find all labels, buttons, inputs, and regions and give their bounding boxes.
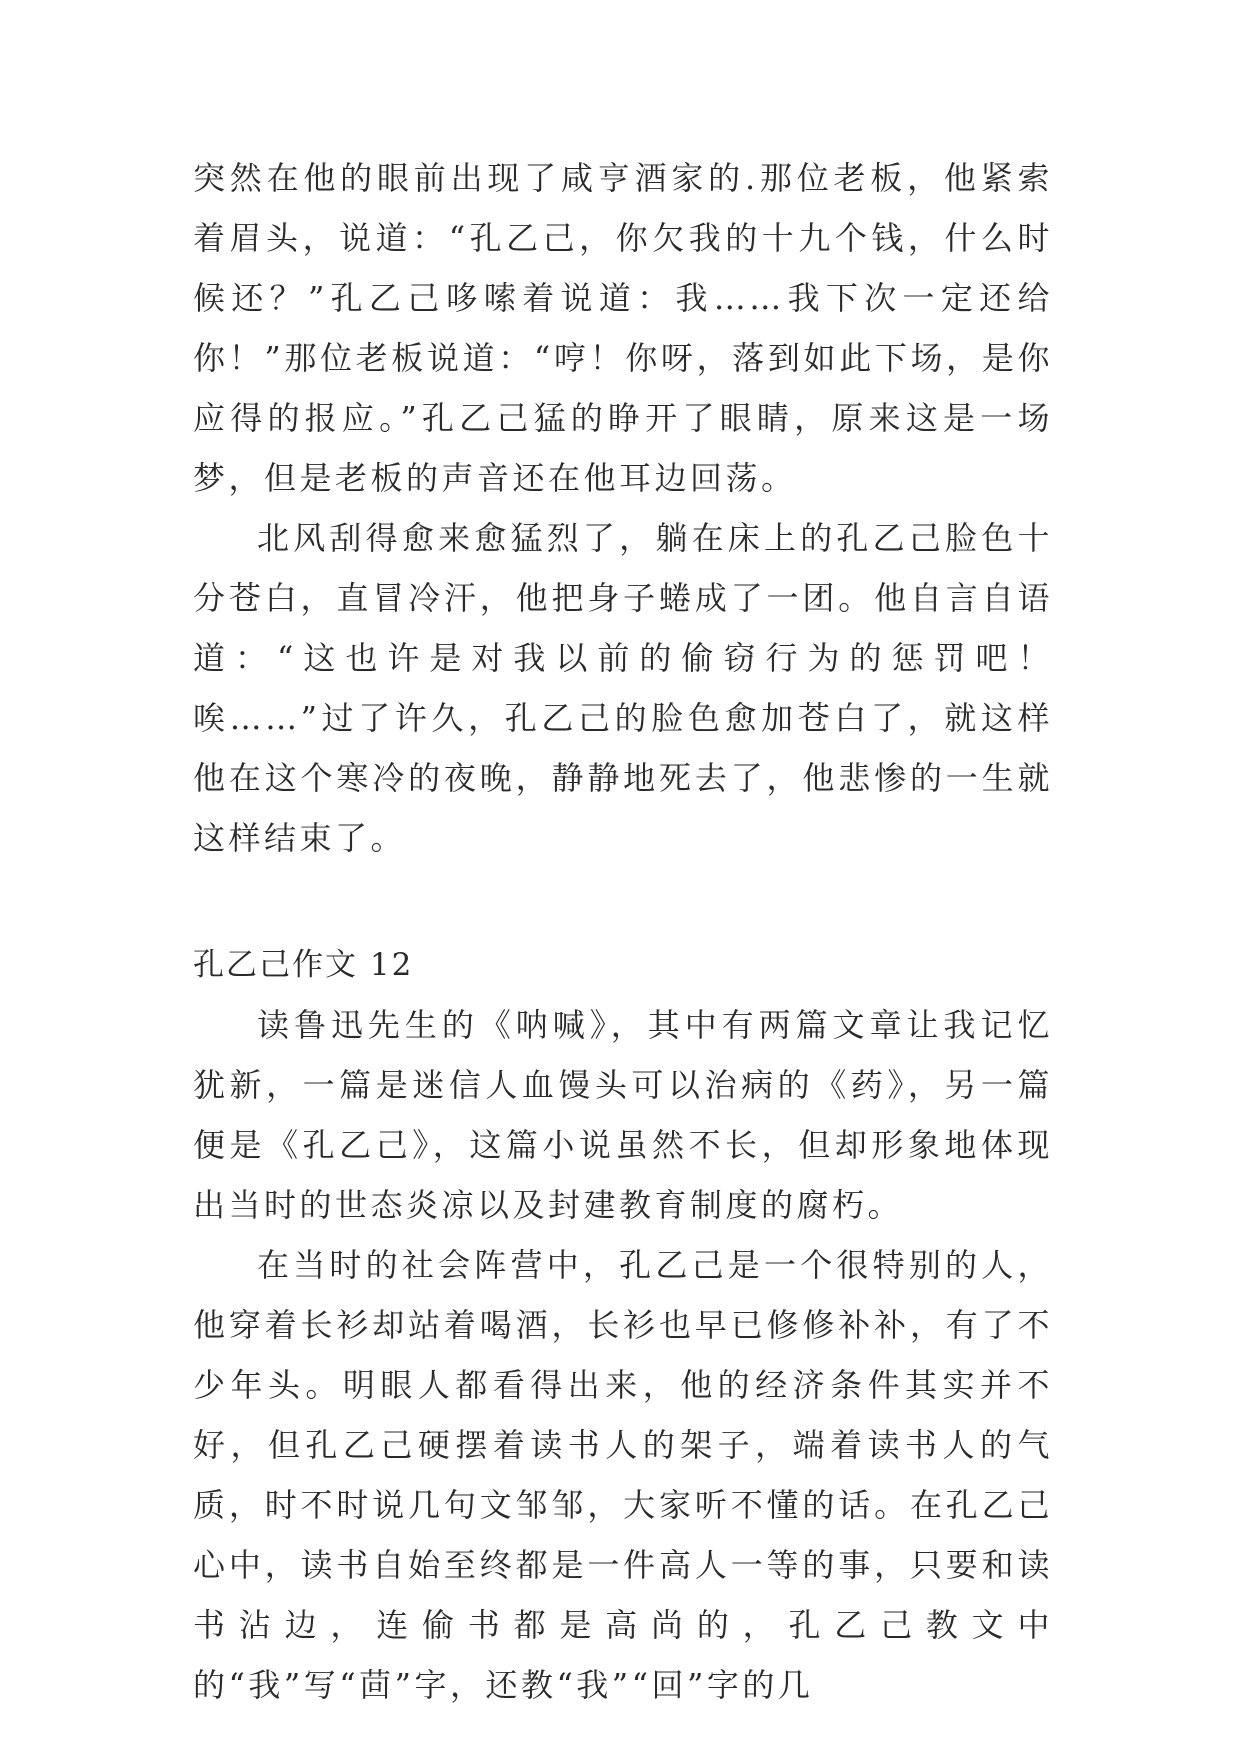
paragraph-death: 北风刮得愈来愈猛烈了，躺在床上的孔乙己脸色十分苍白，直冒冷汗，他把身子蜷成了一团。他自言自语道：“这也许是对我以前的偷窃行为的惩罚吧！唉……”过了许久，孔乙己的脸色愈加苍白了，就这样他在这个寒冷的夜晚，静静地死去了，他悲惨的一生就这样结束了。 xyxy=(193,519,1053,857)
section-title: 孔乙己作文 12 xyxy=(193,947,414,983)
document-body xyxy=(193,148,1053,1715)
paragraph-analysis: 在当时的社会阵营中，孔乙己是一个很特别的人，他穿着长衫却站着喝酒，长衫也早已修修补补，有了不少年头。明眼人都看得出来，他的经济条件其实并不好，但孔乙己硬摆着读书人的架子，端着读书人的气质，时不时说几句文邹邹，大家听不懂的话。在孔乙己心中，读书自始至终都是一件高人一等的事，只要和读书沾边，连偷书都是高尚的，孔乙己教文中的“我”写“茴”字，还教“我”“回”字的几 xyxy=(193,1246,1053,1704)
paragraph-intro: 读鲁迅先生的《呐喊》，其中有两篇文章让我记忆犹新，一篇是迷信人血馒头可以治病的《药》，另一篇便是《孔乙己》，这篇小说虽然不长，但却形象地体现出当时的世态炎凉以及封建教育制度的腐朽。 xyxy=(193,1006,1053,1224)
paragraph-dream: 突然在他的眼前出现了咸亨酒家的.那位老板，他紧索着眉头，说道：“孔乙己，你欠我的十九个钱，什么时候还？”孔乙己哆嗦着说道：我……我下次一定还给你！”那位老板说道：“哼！你呀，落到如此下场，是你应得的报应。”孔乙己猛的睁开了眼睛，原来这是一场梦，但是老板的声音还在他耳边回荡。 xyxy=(193,159,1053,497)
